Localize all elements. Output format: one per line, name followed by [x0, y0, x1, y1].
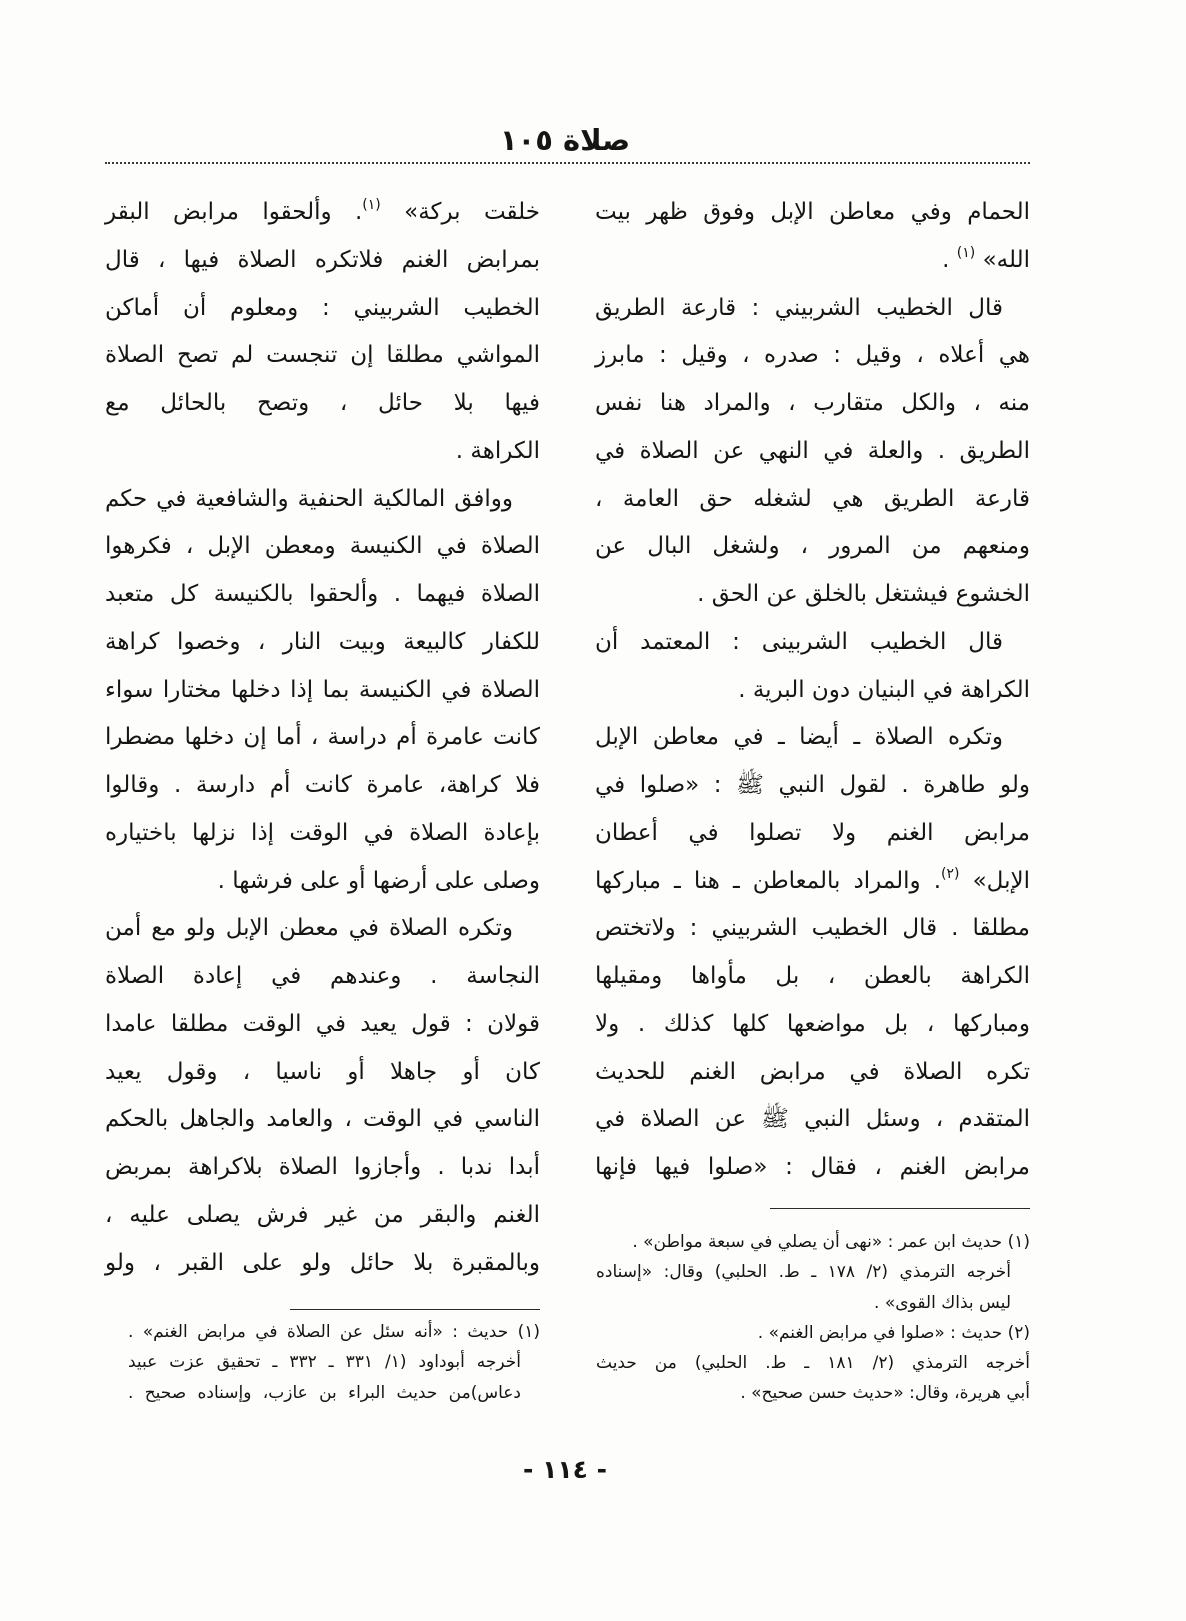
- text-line: الصلاة في الكنيسة ومعطن الإبل ، فكرهوا: [105, 533, 540, 560]
- line-text: الإبل»: [972, 867, 1031, 894]
- text-line: قولان : قول يعيد في الوقت مطلقا عامدا: [105, 1010, 540, 1037]
- paragraph-last-line: الخشوع فيشتغل بالخلق عن الحق .: [697, 581, 1030, 607]
- footnote-marker: (١): [956, 244, 976, 261]
- line-text: خلقت بركة»: [404, 199, 540, 225]
- text-line: الكراهة بالعطن ، بل مأواها ومقيلها: [595, 963, 1030, 989]
- line-text: الله»: [982, 246, 1030, 273]
- text-line: الحمام وفي معاطن الإبل وفوق ظهر بيت: [595, 199, 1030, 225]
- text-line: فلا كراهة، عامرة كانت أم دارسة . وقالوا: [105, 772, 540, 798]
- header-dotted-rule: [105, 162, 1030, 164]
- paragraph-last-line: الكراهة .: [455, 437, 540, 464]
- text-line: الناسي في الوقت ، والعامد والجاهل بالحكم: [105, 1106, 540, 1133]
- footnote-line: (١) حديث : «أنه سئل عن الصلاة في مرابض الغنم» .: [128, 1322, 540, 1342]
- footnote-line: ليس بذاك القوى» .: [874, 1292, 1011, 1313]
- text-line: [105, 189, 540, 237]
- paragraph-first-line: وتكره الصلاة في معطن الإبل ولو مع أمن: [105, 915, 513, 942]
- footnote-separator: [770, 1208, 1030, 1209]
- line-text: .: [942, 246, 950, 273]
- paragraph-last-line: الكراهة في البنيان دون البرية .: [738, 676, 1030, 703]
- text-line: الطريق . والعلة في النهي عن الصلاة في: [595, 437, 1030, 464]
- text-line: بمرابض الغنم فلاتكره الصلاة فيها ، قال: [105, 246, 540, 273]
- footnote-line: أخرجه الترمذي (٢/ ١٨١ ـ ط. الحلبي) من حديث: [596, 1353, 1030, 1374]
- text-line: المواشي مطلقا إن تنجست لم تصح الصلاة: [105, 342, 540, 369]
- text-line: النجاسة . وعندهم في إعادة الصلاة: [105, 963, 540, 989]
- text-line: مطلقا . قال الخطيب الشربيني : ولاتختص: [595, 915, 1030, 942]
- paragraph-first-line: قال الخطيب الشربينى : المعتمد أن: [595, 628, 1003, 655]
- text-line: للكفار كالبيعة وبيت النار ، وخصوا كراهة: [105, 628, 540, 655]
- paragraph-first-line: ووافق المالكية الحنفية والشافعية في حكم: [105, 485, 513, 512]
- text-line: فيها بلا حائل ، وتصح بالحائل مع: [105, 390, 540, 416]
- text-line: أبدا ندبا . وأجازوا الصلاة بلاكراهة بمربض: [105, 1154, 540, 1180]
- line-text: . والمراد بالمعاطن ـ هنا ـ مباركها: [595, 867, 942, 894]
- text-line: ومباركها ، بل مواضعها كلها كذلك . ولا: [595, 1010, 1030, 1037]
- text-line: كانت عامرة أم دراسة ، أما إن دخلها مضطرا: [105, 724, 540, 751]
- page-number: - ١١٤ -: [523, 1455, 607, 1484]
- footnote-line: أبي هريرة، وقال: «حديث حسن صحيح» .: [740, 1383, 1030, 1404]
- footnote-marker: (٢): [941, 865, 960, 882]
- footnote-line: دعاس)من حديث البراء بن عازب، وإسناده صحيح .: [128, 1382, 521, 1403]
- text-line: [595, 237, 1030, 285]
- text-line: بإعادة الصلاة في الوقت إذا نزلها باختياره: [105, 819, 540, 846]
- text-line: قارعة الطريق هي لشغله حق العامة ،: [595, 485, 1030, 512]
- text-line: تكره الصلاة في مرابض الغنم للحديث: [595, 1058, 1030, 1085]
- right-footnotes: [596, 1227, 1030, 1409]
- text-line: ولو طاهرة . لقول النبي ﷺ : «صلوا في: [595, 772, 1030, 798]
- line-text: . وألحقوا مرابض البقر: [105, 199, 363, 225]
- footnote-line: (١) حديث ابن عمر : «نهى أن يصلي في سبعة مواطن» .: [632, 1232, 1030, 1252]
- running-header-title: صلاة ١٠٥: [499, 123, 631, 157]
- text-line: [595, 858, 1030, 906]
- footnote-line: (٢) حديث : «صلوا في مرابض الغنم» .: [757, 1322, 1030, 1343]
- text-line: هي أعلاه ، وقيل : صدره ، وقيل : مابرز: [595, 342, 1030, 369]
- text-line: المتقدم ، وسئل النبي ﷺ عن الصلاة في: [595, 1106, 1030, 1133]
- footnote-marker: (١): [362, 197, 381, 213]
- text-line: مرابض الغنم ولا تصلوا في أعطان: [595, 819, 1030, 846]
- footnote-line: أخرجه الترمذي (٢/ ١٧٨ ـ ط. الحلبي) وقال: «إسناده: [596, 1262, 1011, 1283]
- text-line: كان أو جاهلا أو ناسيا ، وقول يعيد: [105, 1058, 540, 1085]
- text-line: وبالمقبرة بلا حائل ولو على القبر ، ولو: [105, 1249, 540, 1276]
- text-line: الصلاة فيهما . وألحقوا بالكنيسة كل متعبد: [105, 581, 540, 607]
- text-line: الخطيب الشربيني : ومعلوم أن أماكن: [105, 294, 540, 321]
- text-line: منه ، والكل متقارب ، والمراد هنا نفس: [595, 390, 1030, 416]
- text-line: ومنعهم من المرور ، ولشغل البال عن: [595, 533, 1030, 560]
- right-column: [595, 189, 1030, 1192]
- text-line: مرابض الغنم ، فقال : «صلوا فيها فإنها: [595, 1154, 1030, 1180]
- left-column: [105, 189, 540, 1287]
- left-footnotes: [128, 1317, 540, 1408]
- text-line: الغنم والبقر من غير فرش يصلى عليه ،: [105, 1201, 540, 1228]
- paragraph-last-line: وصلى على أرضها أو على فرشها .: [217, 867, 540, 894]
- footnote-separator: [290, 1309, 540, 1310]
- text-line: الصلاة في الكنيسة بما إذا دخلها مختارا سواء: [105, 676, 540, 703]
- footnote-line: أخرجه أبوداود (١/ ٣٣١ ـ ٣٣٢ ـ تحقيق عزت عبيد: [128, 1352, 521, 1373]
- paragraph-first-line: قال الخطيب الشربيني : قارعة الطريق: [595, 294, 1003, 321]
- paragraph-first-line: وتكره الصلاة ـ أيضا ـ في معاطن الإبل: [595, 724, 1003, 751]
